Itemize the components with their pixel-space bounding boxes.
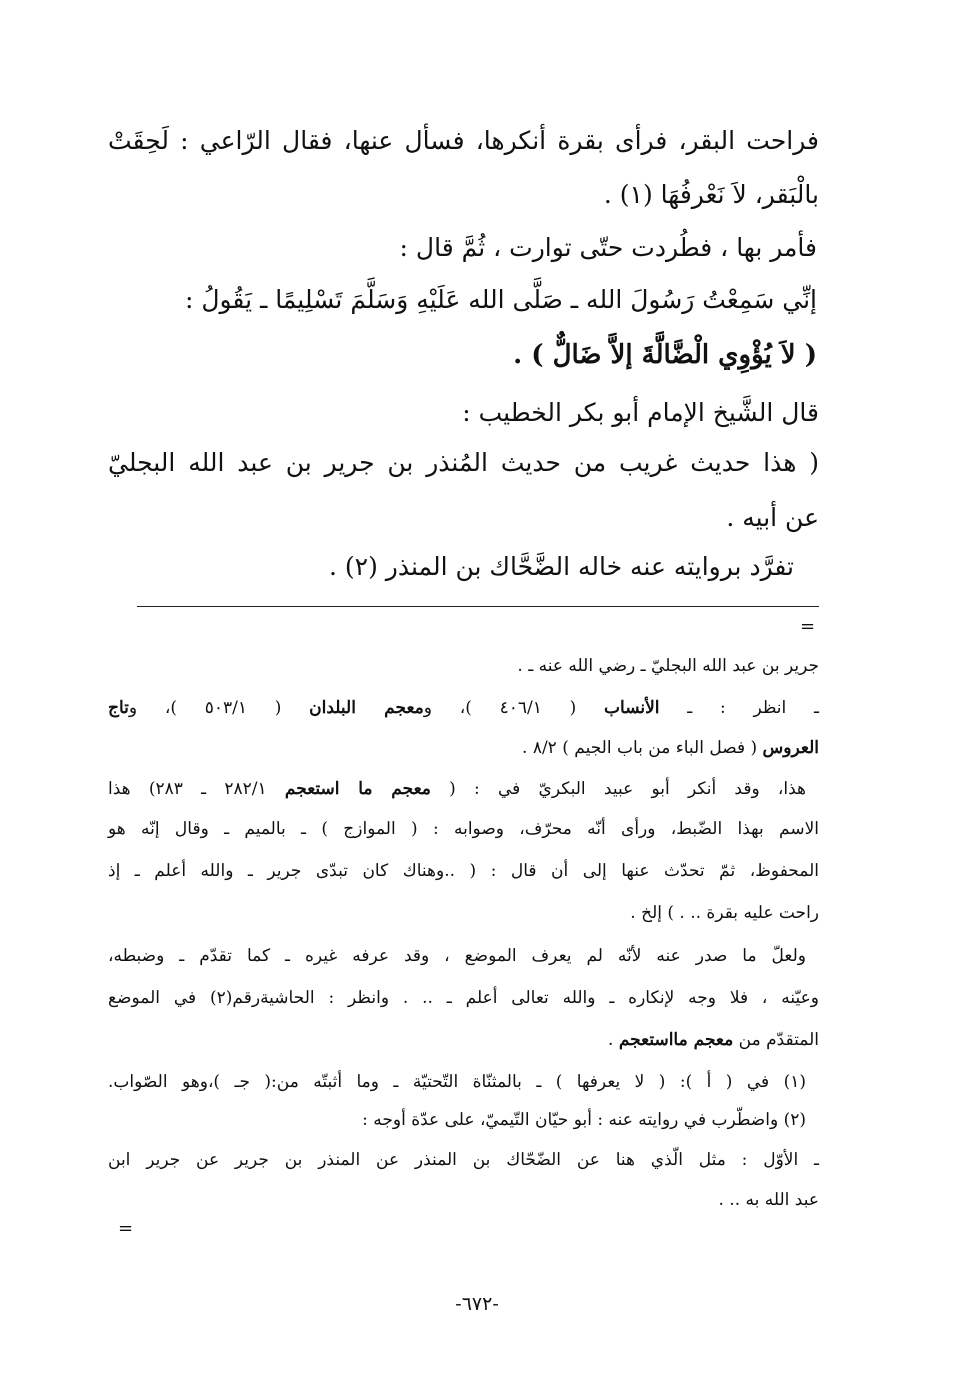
- footnote-2-continuation-2: عبد الله به .. .: [718, 1190, 819, 1210]
- footnote-line-5: الاسم بهذا الضّبط، ورأى أنّه محرّف، وصوابه : ( الموازج ) ـ بالميم ـ وقال إنّه هو: [108, 819, 819, 839]
- main-text-line-7: ( هذا حديث غريب من حديث المُنذر بن جرير بن عبد الله البجليّ: [108, 448, 819, 477]
- footnote-2-continuation-1: ـ الأوّل : مثل الّذي هنا عن الضّحّاك بن المنذر عن المنذر بن جرير عن جرير ابن: [108, 1150, 819, 1170]
- main-text-line-3: فأمر بها ، فطُردت حتّى توارت ، ثُمَّ قال :: [399, 233, 817, 262]
- main-text-line-8: عن أبيه .: [726, 503, 819, 532]
- footnote-line-10: المتقدّم من معجم مااستعجم .: [608, 1030, 819, 1050]
- footnote-separator: [137, 606, 819, 607]
- footnote-line-4: هذا، وقد أنكر أبو عبيد البكريّ في : ( معجم ما استعجم ٢٨٢/١ ـ ٢٨٣) هذا: [108, 779, 807, 799]
- hadith-quote: ( لاَ يُؤْوِي الْضَّالَّةَ إلاَّ ضَالٌّ ) .: [513, 340, 817, 370]
- footnote-line-7: راحت عليه بقرة .. . ) إلخ .: [630, 903, 819, 923]
- continuation-mark-top: =: [800, 616, 816, 637]
- main-text-line-6: قال الشَّيخ الإمام أبو بكر الخطيب :: [462, 398, 819, 427]
- main-text-line-4: إنِّي سَمِعْتُ رَسُولَ الله ـ صَلَّى الله عَلَيْهِ وَسَلَّمَ تَسْلِيمًا ـ يَقُولُ :: [184, 285, 817, 314]
- footnote-line-3: العروس ( فصل الباء من باب الجيم ) ٨/٢ .: [522, 738, 819, 758]
- main-text-line-1: فراحت البقر، فرأى بقرة أنكرها، فسأل عنها، فقال الرّاعي : لَحِقَتْ: [108, 126, 819, 155]
- continuation-mark-bottom: =: [118, 1218, 134, 1239]
- footnote-2: (٢) واضطّرب في روايته عنه : أبو حيّان التّيميّ، على عدّة أوجه :: [362, 1110, 806, 1130]
- footnote-line-6: المحفوظ، ثمّ تحدّث عنها إلى أن قال : ( ..وهناك كان تبدّى جرير ـ والله أعلم ـ إذ: [108, 861, 819, 881]
- page-number: -٦٧٢-: [455, 1293, 499, 1315]
- main-text-line-2: بالْبَقر، لاَ نَعْرفُهَا (١) .: [603, 180, 819, 209]
- footnote-line-2: ـ انظر : ـ الأنساب ( ٤٠٦/١ )، ومعجم البلدان ( ٥٠٣/١ )، وتاج: [108, 698, 819, 718]
- main-text-line-9: تفرَّد بروايته عنه خاله الضَّحَّاك بن المنذر (٢) .: [329, 552, 794, 581]
- footnote-line-1: جرير بن عبد الله البجليّ ـ رضي الله عنه ـ .: [517, 656, 819, 676]
- footnote-1: (١) في ( أ ): ( لا يعرفها ) ـ بالمثنّاة التّحتيّة ـ وما أثبتّه من:( جـ )،وهو الصّواب.: [108, 1072, 806, 1092]
- footnote-line-9: وعيّنه ، فلا وجه لإنكاره ـ والله تعالى أعلم ـ .. . وانظر : الحاشيةرقم(٢) في الموضع: [108, 988, 820, 1008]
- footnote-line-8: ولعلّ ما صدر عنه لأنّه لم يعرف الموضع ، وقد عرفه غيره ـ كما تقدّم ـ وضبطه،: [108, 946, 806, 966]
